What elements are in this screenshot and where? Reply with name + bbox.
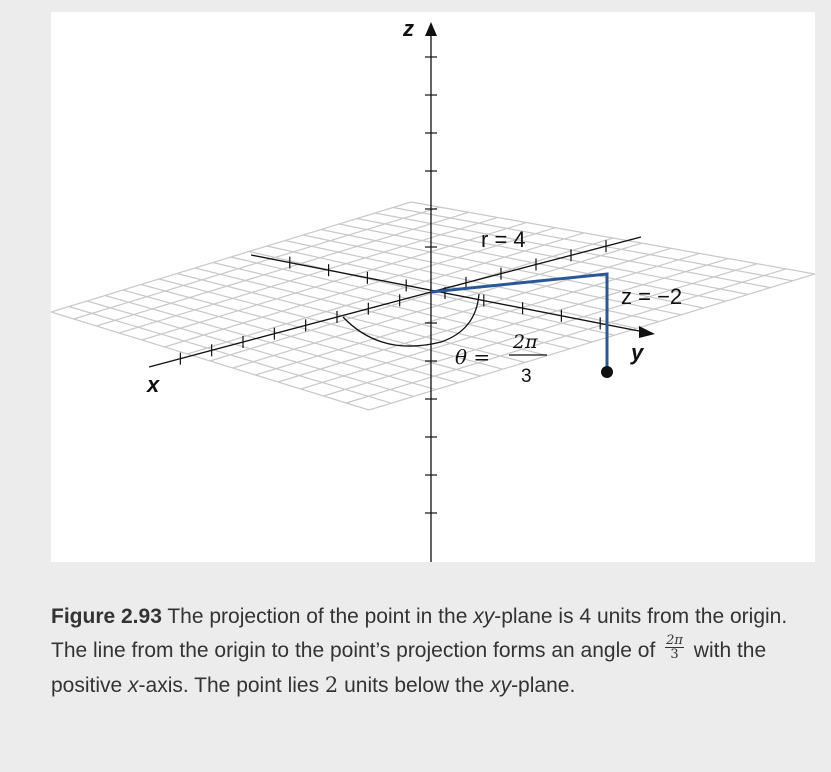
- grid-line: [51, 202, 411, 312]
- y-axis-label: y: [631, 340, 644, 365]
- caption-text-5: units below the: [338, 674, 491, 697]
- cylindrical-coordinates-diagram: [51, 12, 815, 562]
- theta-denominator: 3: [521, 366, 532, 387]
- grid-line: [119, 217, 497, 333]
- point: [601, 366, 613, 378]
- caption-fraction-numerator: 2π: [666, 632, 683, 648]
- x-axis: [149, 292, 431, 367]
- z-value-label: z = −2: [621, 284, 683, 309]
- figure-panel: [51, 12, 815, 562]
- caption-text-6: -plane.: [511, 674, 576, 697]
- caption-text-3: with the positive: [51, 639, 767, 697]
- y-axis-arrowhead: [639, 326, 655, 338]
- caption-text-2: -plane is 4 units from the origin. The line from the origin to the point’s projection forms an angle of: [51, 605, 788, 662]
- theta-numerator: 2π: [513, 331, 538, 353]
- z-axis-label: z: [403, 16, 414, 41]
- z-axis-arrowhead: [425, 22, 437, 36]
- caption-xy-2: xy: [490, 674, 512, 697]
- caption-text-4: -axis. The point lies: [138, 674, 325, 697]
- caption-two: 2: [324, 673, 339, 697]
- theta-label: θ =: [455, 345, 491, 369]
- theta-angle-arc: [343, 294, 479, 346]
- caption-xy-1: xy: [473, 605, 495, 628]
- r-label: r = 4: [481, 227, 526, 252]
- caption-fraction: [665, 634, 684, 661]
- xy-plane-grid: [51, 202, 815, 410]
- grid-line: [96, 212, 468, 326]
- caption-x: x: [128, 674, 139, 697]
- figure-caption: [51, 600, 811, 703]
- figure-number: Figure 2.93: [51, 605, 162, 628]
- caption-fraction-denominator: 3: [670, 646, 679, 662]
- grid-line: [74, 207, 440, 319]
- x-axis-label: x: [147, 372, 160, 397]
- caption-text-1: The projection of the point in the: [161, 605, 474, 628]
